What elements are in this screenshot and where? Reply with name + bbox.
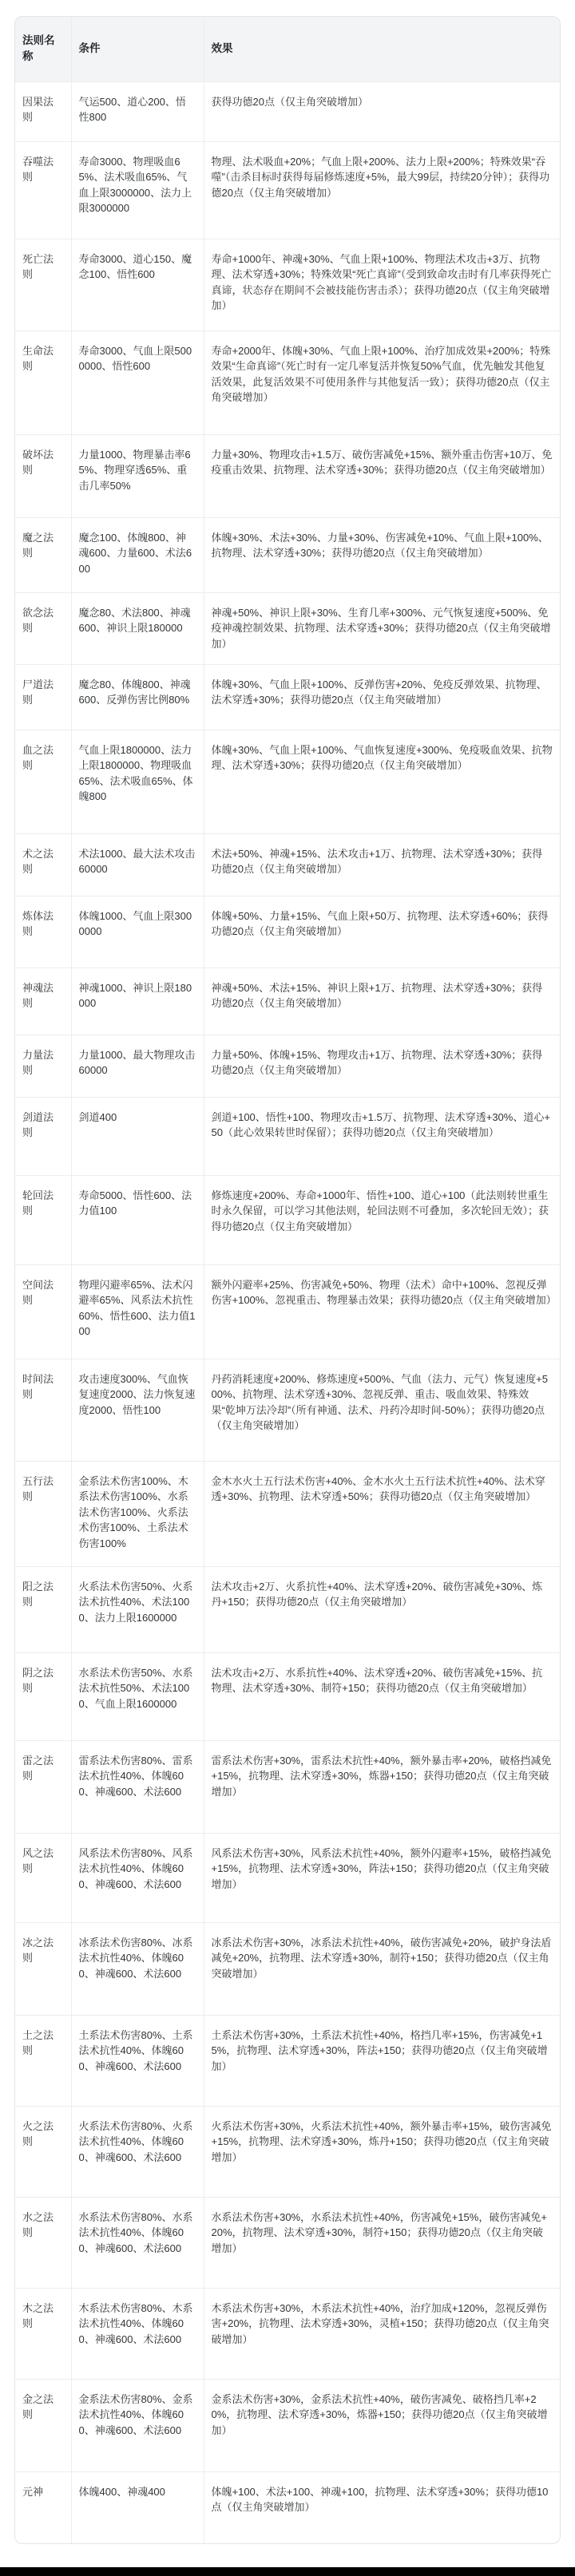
effect-cell: 术法+50%、神魂+15%、法术攻击+1万、抗物理、法术穿透+30%；获得功德20点（仅主角突破增加）	[204, 833, 560, 896]
table-row	[15, 239, 560, 330]
law-name-cell: 冰之法则	[15, 1922, 71, 2015]
condition-cell: 术法1000、最大法术攻击60000	[71, 833, 204, 896]
law-name-cell: 术之法则	[15, 833, 71, 896]
table-row	[15, 1035, 560, 1097]
effect-cell: 物理、法术吸血+20%；气血上限+200%、法力上限+200%；特殊效果“吞噬”（击杀目标时获得每届修炼速度+5%，最大99层，持续20分钟）；获得功德20点（仅主角突破增加）	[204, 141, 560, 239]
effect-cell: 体魄+50%、力量+15%、气血上限+50万、抗物理、法术穿透+60%；获得功德20点（仅主角突破增加）	[204, 896, 560, 967]
condition-cell: 魔念100、体魄800、神魂600、力量600、术法600	[71, 517, 204, 592]
condition-cell: 金系法术伤害80%、金系法术抗性40%、体魄600、神魂600、术法600	[71, 2379, 204, 2471]
condition-cell: 魔念80、体魄800、神魂600、反弹伤害比例80%	[71, 664, 204, 730]
law-name-cell: 吞噬法则	[15, 141, 71, 239]
table-row	[15, 1833, 560, 1922]
effect-cell: 丹药消耗速度+200%、修炼速度+500%、气血（法力、元气）恢复速度+500%、抗物理、法术穿透+30%、忽视反弹、重击、吸血效果、特殊效果“乾坤万法冷却”（所有神通、法术、丹药冷却时间-50%）；获得功德20点（仅主角突破增加）	[204, 1359, 560, 1461]
condition-cell: 寿命3000、道心150、魔念100、悟性600	[71, 239, 204, 330]
table-row	[15, 517, 560, 592]
table-row	[15, 1740, 560, 1833]
law-name-cell: 血之法则	[15, 730, 71, 833]
laws-table	[15, 17, 560, 2543]
law-name-cell: 阳之法则	[15, 1566, 71, 1652]
law-name-cell: 木之法则	[15, 2288, 71, 2379]
effect-cell: 木系法术伤害+30%，木系法术抗性+40%，治疗加成+120%，忽视反弹伤害+20%，抗物理、法术穿透+30%，灵植+150；获得功德20点（仅主角突破增加）	[204, 2288, 560, 2379]
condition-cell: 剑道400	[71, 1097, 204, 1175]
effect-cell: 神魂+50%、神识上限+30%、生育几率+300%、元气恢复速度+500%、免疫神魂控制效果、抗物理、法术穿透+30%；获得功德20点（仅主角突破增加）	[204, 592, 560, 664]
effect-cell: 获得功德20点（仅主角突破增加）	[204, 81, 560, 141]
table-row	[15, 1264, 560, 1359]
law-name-cell: 五行法则	[15, 1461, 71, 1566]
table-row	[15, 1461, 560, 1566]
table-row	[15, 1922, 560, 2015]
column-header-effect: 效果	[204, 17, 560, 81]
effect-cell: 金木水火土五行法术伤害+40%、金木水火土五行法术抗性+40%、法术穿透+30%、抗物理、法术穿透+50%；获得功德20点（仅主角突破增加）	[204, 1461, 560, 1566]
condition-cell: 雷系法术伤害80%、雷系法术抗性40%、体魄600、神魂600、术法600	[71, 1740, 204, 1833]
effect-cell: 体魄+30%、术法+30%、力量+30%、伤害减免+10%、气血上限+100%、抗物理、法术穿透+30%；获得功德20点（仅主角突破增加）	[204, 517, 560, 592]
table-row	[15, 2106, 560, 2197]
condition-cell: 木系法术伤害80%、木系法术抗性40%、体魄600、神魂600、术法600	[71, 2288, 204, 2379]
condition-cell: 金系法术伤害100%、木系法术伤害100%、水系法术伤害100%、火系法术伤害100%、土系法术伤害100%	[71, 1461, 204, 1566]
table-row	[15, 2471, 560, 2543]
table-row	[15, 2288, 560, 2379]
table-row	[15, 2197, 560, 2288]
condition-cell: 攻击速度300%、气血恢复速度2000、法力恢复速度2000、悟性100	[71, 1359, 204, 1461]
table-row	[15, 141, 560, 239]
law-name-cell: 火之法则	[15, 2106, 71, 2197]
condition-cell: 寿命3000、气血上限5000000、悟性600	[71, 330, 204, 434]
law-name-cell: 水之法则	[15, 2197, 71, 2288]
table-row	[15, 833, 560, 896]
condition-cell: 冰系法术伤害80%、冰系法术抗性40%、体魄600、神魂600、术法600	[71, 1922, 204, 2015]
law-name-cell: 魔之法则	[15, 517, 71, 592]
law-name-cell: 生命法则	[15, 330, 71, 434]
condition-cell: 水系法术伤害80%、水系法术抗性40%、体魄600、神魂600、术法600	[71, 2197, 204, 2288]
condition-cell: 寿命5000、悟性600、法力值100	[71, 1175, 204, 1264]
law-name-cell: 轮回法则	[15, 1175, 71, 1264]
table-row	[15, 896, 560, 967]
table-row	[15, 967, 560, 1035]
law-name-cell: 阴之法则	[15, 1652, 71, 1740]
condition-cell: 火系法术伤害80%、火系法术抗性40%、体魄600、神魂600、术法600	[71, 2106, 204, 2197]
effect-cell: 土系法术伤害+30%，土系法术抗性+40%，格挡几率+15%，伤害减免+15%，抗物理、法术穿透+30%，阵法+150；获得功德20点（仅主角突破增加）	[204, 2015, 560, 2106]
effect-cell: 寿命+1000年、神魂+30%、气血上限+100%、物理法术攻击+3万、抗物理、法术穿透+30%；特殊效果“死亡真谛”（受到致命攻击时有几率获得死亡真谛，状态存在期间不会被技能伤害击杀）；获得功德20点（仅主角突破增加）	[204, 239, 560, 330]
effect-cell: 神魂+50%、术法+15%、神识上限+1万、抗物理、法术穿透+30%；获得功德20点（仅主角突破增加）	[204, 967, 560, 1035]
effect-cell: 冰系法术伤害+30%，冰系法术抗性+40%，破伤害减免+20%，破护身法盾减免+20%，抗物理、法术穿透+30%，制符+150；获得功德20点（仅主角突破增加）	[204, 1922, 560, 2015]
effect-cell: 修炼速度+200%、寿命+1000年、悟性+100、道心+100（此法则转世重生时永久保留，可以学习其他法则，轮回法则不可叠加，多次轮回无效）；获得功德20点（仅主角突破增加）	[204, 1175, 560, 1264]
column-header-law-name: 法则名称	[15, 17, 71, 81]
condition-cell: 气运500、道心200、悟性800	[71, 81, 204, 141]
effect-cell: 寿命+2000年、体魄+30%、气血上限+100%、治疗加成效果+200%；特殊效果“生命真谛”（死亡时有一定几率复活并恢复50%气血，优先触发其他复活效果，此复活效果不可使用条件与其他复活一致）；获得功德20点（仅主角突破增加）	[204, 330, 560, 434]
table-row	[15, 2015, 560, 2106]
law-name-cell: 破坏法则	[15, 434, 71, 517]
table-row	[15, 434, 560, 517]
law-name-cell: 力量法则	[15, 1035, 71, 1097]
condition-cell: 力量1000、最大物理攻击60000	[71, 1035, 204, 1097]
condition-cell: 体魄1000、气血上限3000000	[71, 896, 204, 967]
table-row	[15, 730, 560, 833]
table-row	[15, 664, 560, 730]
condition-cell: 土系法术伤害80%、土系法术抗性40%、体魄600、神魂600、术法600	[71, 2015, 204, 2106]
law-name-cell: 空间法则	[15, 1264, 71, 1359]
condition-cell: 力量1000、物理暴击率65%、物理穿透65%、重击几率50%	[71, 434, 204, 517]
table-row	[15, 1175, 560, 1264]
condition-cell: 魔念80、术法800、神魂600、神识上限180000	[71, 592, 204, 664]
law-name-cell: 雷之法则	[15, 1740, 71, 1833]
law-name-cell: 土之法则	[15, 2015, 71, 2106]
laws-table-card	[14, 16, 561, 2544]
law-name-cell: 尸道法则	[15, 664, 71, 730]
law-name-cell: 金之法则	[15, 2379, 71, 2471]
effect-cell: 体魄+30%、气血上限+100%、反弹伤害+20%、免疫反弹效果、抗物理、法术穿透+30%；获得功德20点（仅主角突破增加）	[204, 664, 560, 730]
table-row	[15, 1566, 560, 1652]
table-row	[15, 330, 560, 434]
law-name-cell: 元神	[15, 2471, 71, 2543]
condition-cell: 体魄400、神魂400	[71, 2471, 204, 2543]
table-row	[15, 81, 560, 141]
law-name-cell: 神魂法则	[15, 967, 71, 1035]
effect-cell: 额外闪避率+25%、伤害减免+50%、物理（法术）命中+100%、忽视反弹伤害+100%、忽视重击、物理暴击效果；获得功德20点（仅主角突破增加）	[204, 1264, 560, 1359]
effect-cell: 火系法术伤害+30%，火系法术抗性+40%，额外暴击率+15%，破伤害减免+15%，抗物理、法术穿透+30%，炼丹+150；获得功德20点（仅主角突破增加）	[204, 2106, 560, 2197]
condition-cell: 风系法术伤害80%、风系法术抗性40%、体魄600、神魂600、术法600	[71, 1833, 204, 1922]
effect-cell: 金系法术伤害+30%，金系法术抗性+40%，破伤害减免、破格挡几率+20%，抗物理、法术穿透+30%，炼器+150；获得功德20点（仅主角突破增加）	[204, 2379, 560, 2471]
table-row	[15, 592, 560, 664]
law-name-cell: 欲念法则	[15, 592, 71, 664]
condition-cell: 气血上限1800000、法力上限1800000、物理吸血65%、法术吸血65%、体魄800	[71, 730, 204, 833]
effect-cell: 雷系法术伤害+30%，雷系法术抗性+40%，额外暴击率+20%，破格挡减免+15%，抗物理、法术穿透+30%，炼器+150；获得功德20点（仅主角突破增加）	[204, 1740, 560, 1833]
bottom-black-bar	[0, 2567, 575, 2576]
effect-cell: 体魄+100、术法+100、神魂+100，抗物理、法术穿透+30%；获得功德10点（仅主角突破增加）	[204, 2471, 560, 2543]
table-row	[15, 1097, 560, 1175]
law-name-cell: 死亡法则	[15, 239, 71, 330]
condition-cell: 火系法术伤害50%、火系法术抗性40%、术法1000、法力上限1600000	[71, 1566, 204, 1652]
effect-cell: 法术攻击+2万、水系抗性+40%、法术穿透+20%、破伤害减免+15%、抗物理、法术穿透+30%、制符+150；获得功德20点（仅主角突破增加）	[204, 1652, 560, 1740]
law-name-cell: 炼体法则	[15, 896, 71, 967]
table-header-row	[15, 17, 560, 81]
condition-cell: 神魂1000、神识上限180000	[71, 967, 204, 1035]
table-row	[15, 2379, 560, 2471]
column-header-condition: 条件	[71, 17, 204, 81]
law-name-cell: 风之法则	[15, 1833, 71, 1922]
effect-cell: 法术攻击+2万、火系抗性+40%、法术穿透+20%、破伤害减免+30%、炼丹+150；获得功德20点（仅主角突破增加）	[204, 1566, 560, 1652]
table-row	[15, 1359, 560, 1461]
law-name-cell: 时间法则	[15, 1359, 71, 1461]
condition-cell: 寿命3000、物理吸血65%、法术吸血65%、气血上限3000000、法力上限3000000	[71, 141, 204, 239]
effect-cell: 风系法术伤害+30%，风系法术抗性+40%，额外闪避率+15%，破格挡减免+15%，抗物理、法术穿透+30%，阵法+150；获得功德20点（仅主角突破增加）	[204, 1833, 560, 1922]
condition-cell: 物理闪避率65%、法术闪避率65%、风系法术抗性60%、悟性600、法力值100	[71, 1264, 204, 1359]
effect-cell: 体魄+30%、气血上限+100%、气血恢复速度+300%、免疫吸血效果、抗物理、法术穿透+30%；获得功德20点（仅主角突破增加）	[204, 730, 560, 833]
effect-cell: 水系法术伤害+30%，水系法术抗性+40%，伤害减免+15%，破伤害减免+20%，抗物理、法术穿透+30%，制符+150；获得功德20点（仅主角突破增加）	[204, 2197, 560, 2288]
effect-cell: 力量+50%、体魄+15%、物理攻击+1万、抗物理、法术穿透+30%；获得功德20点（仅主角突破增加）	[204, 1035, 560, 1097]
effect-cell: 剑道+100、悟性+100、物理攻击+1.5万、抗物理、法术穿透+30%、道心+50（此心效果转世时保留）；获得功德20点（仅主角突破增加）	[204, 1097, 560, 1175]
law-name-cell: 剑道法则	[15, 1097, 71, 1175]
law-name-cell: 因果法则	[15, 81, 71, 141]
table-row	[15, 1652, 560, 1740]
effect-cell: 力量+30%、物理攻击+1.5万、破伤害减免+15%、额外重击伤害+10万、免疫重击效果、抗物理、法术穿透+30%；获得功德20点（仅主角突破增加）	[204, 434, 560, 517]
condition-cell: 水系法术伤害50%、水系法术抗性50%、术法1000、气血上限1600000	[71, 1652, 204, 1740]
